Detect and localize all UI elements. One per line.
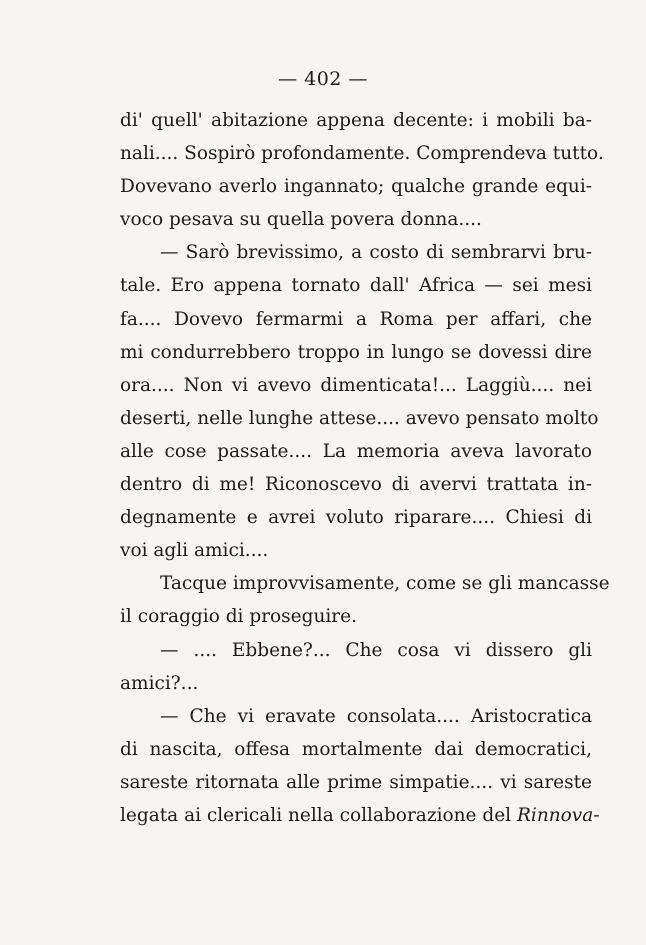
text-line: alle cose passate.... La memoria aveva lavorato bbox=[120, 440, 592, 462]
text-line: degnamente e avrei voluto riparare.... Chiesi di bbox=[120, 507, 592, 529]
text-line: ora.... Non vi avevo dimenticata!... Laggiù.... nei bbox=[120, 374, 592, 396]
text-line: amici?... bbox=[120, 672, 199, 694]
text-line: — .... Ebbene?... Che cosa vi dissero gli bbox=[160, 639, 592, 661]
text-line: — Che vi eravate consolata.... Aristocratica bbox=[160, 705, 592, 727]
text-line: Dovevano averlo ingannato; qualche grande equi- bbox=[120, 176, 592, 198]
text-line: tale. Ero appena tornato dall' Africa — sei mesi bbox=[120, 275, 592, 297]
text-line: fa.... Dovevo fermarmi a Roma per affari, che bbox=[120, 308, 592, 330]
text-line: dentro di me! Riconoscevo di avervi trattata in- bbox=[120, 474, 592, 496]
text-line: sareste ritornata alle prime simpatie.... vi sareste bbox=[120, 771, 592, 793]
final-line-text: legata ai clericali nella collaborazione del bbox=[120, 804, 512, 826]
page-number: — 402 — bbox=[278, 68, 368, 90]
text-line: deserti, nelle lunghe attese.... avevo pensato molto bbox=[120, 407, 599, 429]
text-line: di nascita, offesa mortalmente dai democratici, bbox=[120, 738, 592, 760]
text-line: mi condurrebbero troppo in lungo se dovessi dire bbox=[120, 341, 592, 363]
text-line: voi agli amici.... bbox=[120, 540, 269, 562]
text-line-final bbox=[120, 799, 600, 832]
body-text bbox=[120, 104, 610, 832]
text-line: — Sarò brevissimo, a costo di sembrarvi bru- bbox=[160, 242, 592, 264]
italic-title-fragment: Rinnova- bbox=[516, 804, 600, 826]
text-line: voco pesava su quella povera donna.... bbox=[120, 209, 482, 231]
text-line: Tacque improvvisamente, come se gli mancasse bbox=[160, 573, 610, 595]
text-line: nali.... Sospirò profondamente. Comprendeva tutto. bbox=[120, 143, 604, 165]
text-line: il coraggio di proseguire. bbox=[120, 606, 357, 628]
text-line: di' quell' abitazione appena decente: i mobili ba- bbox=[120, 110, 592, 131]
